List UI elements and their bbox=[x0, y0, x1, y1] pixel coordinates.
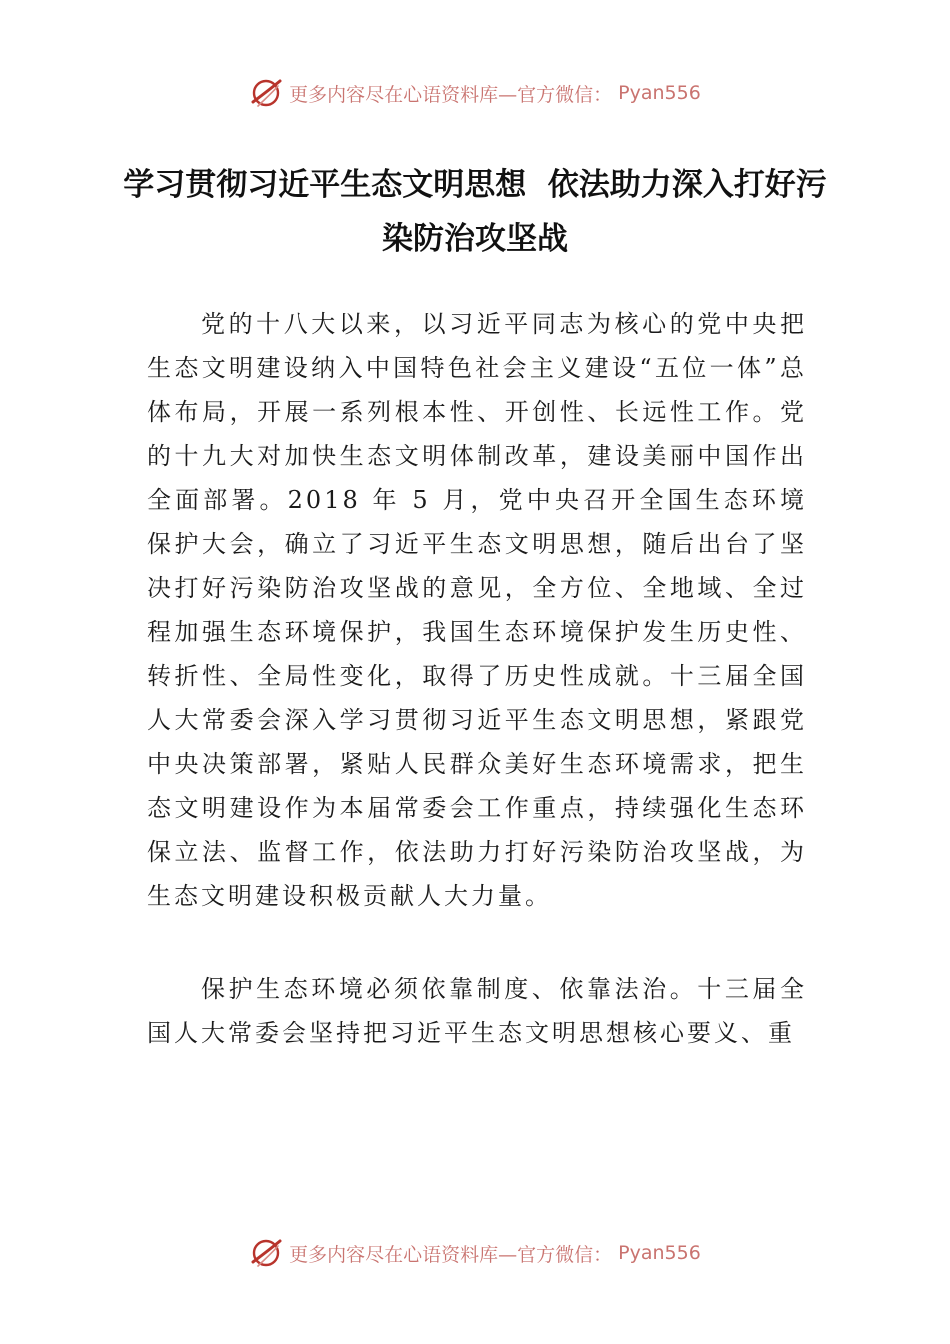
document-title: 学习贯彻习近平生态文明思想 依法助力深入打好污染防治攻坚战 bbox=[123, 167, 827, 257]
header-banner-text: 更多内容尽在心语资料库—官方微信： bbox=[289, 83, 613, 106]
body-paragraph-2: 保护生态环境必须依靠制度、依靠法治。十三届全国人大常委会坚持把习近平生态文明思想核心要义、重 bbox=[147, 975, 807, 1047]
brand-logo-icon bbox=[249, 1236, 283, 1270]
header-banner bbox=[0, 73, 950, 113]
footer-wechat-id: Pyan556 bbox=[618, 1242, 701, 1264]
header-wechat-id: Pyan556 bbox=[618, 82, 701, 104]
body-paragraph-1: 党的十八大以来，以习近平同志为核心的党中央把生态文明建设纳入中国特色社会主义建设“五位一体”总体布局，开展一系列根本性、开创性、长远性工作。党的十九大对加快生态文明体制改革，建设美丽中国作出全面部署。2018 年 5 月，党中央召开全国生态环境保护大会，确立了习近平生态文明思想，随后出台了坚决打好污染防治攻坚战的意见，全方位、全地域、全过程加强生态环境保护，我国生态环境保护发生历史性、转折性、全局性变化，取得了历史性成就。十三届全国人大常委会深入学习贯彻习近平生态文明思想，紧跟党中央决策部署，紧贴人民群众美好生态环境需求，把生态文明建设作为本届常委会工作重点，持续强化生态环保立法、监督工作，依法助力打好污染防治攻坚战，为生态文明建设积极贡献人大力量。 bbox=[147, 310, 807, 910]
footer-banner bbox=[0, 1233, 950, 1273]
brand-logo-icon bbox=[249, 76, 283, 110]
footer-banner-text: 更多内容尽在心语资料库—官方微信： bbox=[289, 1243, 613, 1266]
